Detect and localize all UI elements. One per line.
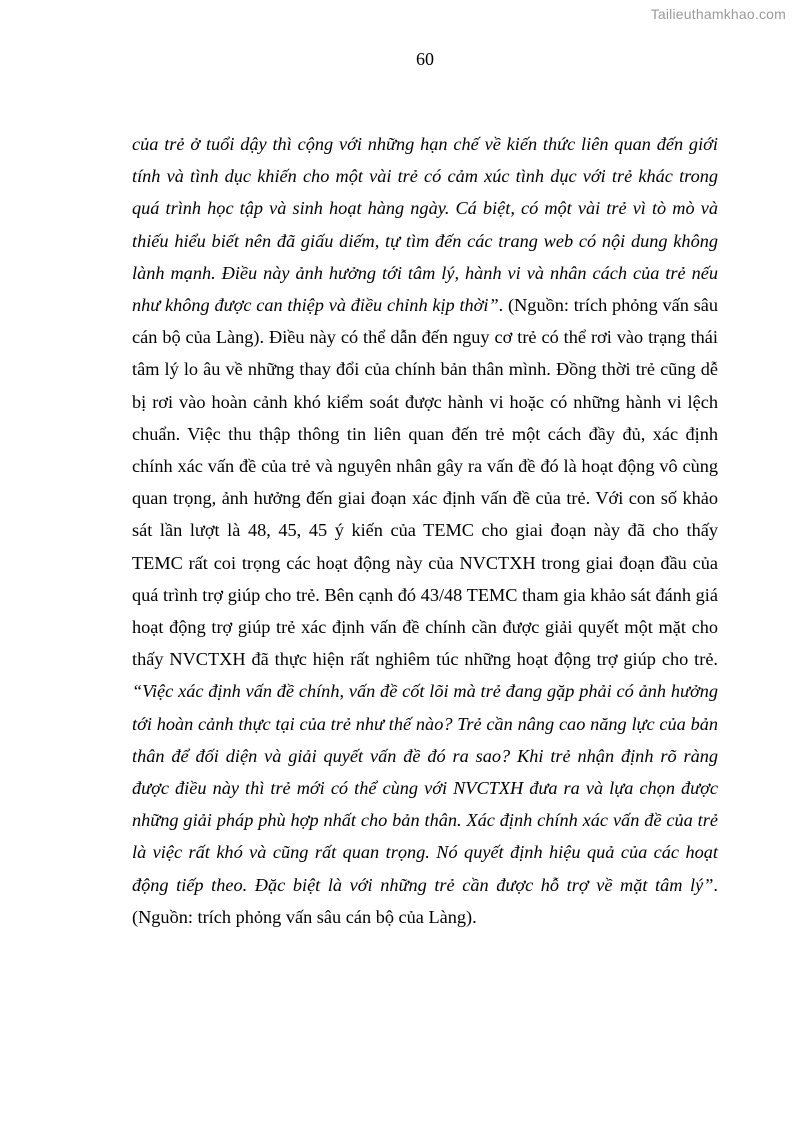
quote-text-2: “Việc xác định vấn đề chính, vấn đề cốt lõi mà trẻ đang gặp phải có ảnh hưởng tới hoàn cảnh thực tại của trẻ như thế nào? Trẻ cần nâng cao năng lực của bản thân để đối diện và giải quyết vấn đề đó ra sao? Khi trẻ nhận định rõ ràng được điều này thì trẻ mới có thể cùng với NVCTXH đưa ra và lựa chọn được những giải pháp phù hợp nhất cho bản thân. Xác định chính xác vấn đề của trẻ là việc rất khó và cũng rất quan trọng. Nó quyết định hiệu quả của các hoạt động tiếp theo. Đặc biệt là với những trẻ cần được hỗ trợ về mặt tâm lý”	[132, 681, 718, 895]
watermark: Tailieuthamkhao.com	[650, 6, 786, 22]
paragraph	[132, 128, 718, 933]
body-text	[132, 128, 718, 933]
quote-text-1: của trẻ ở tuổi dậy thì cộng với những hạn chế về kiến thức liên quan đến giới tính và tình dục khiến cho một vài trẻ có cảm xúc tình dục với trẻ khác trong quá trình học tập và sinh hoạt hàng ngày. Cá biệt, có một vài trẻ vì tò mò và thiếu hiểu biết nên đã giấu diếm, tự tìm đến các trang web có nội dung không lành mạnh. Điều này ảnh hưởng tới tâm lý, hành vi và nhân cách của trẻ nếu như không được can thiệp và điều chỉnh kịp thời”	[132, 134, 718, 316]
body-text-1: . (Nguồn: trích phỏng vấn sâu cán bộ của Làng). Điều này có thể dẫn đến nguy cơ trẻ có thể rơi vào trạng thái tâm lý lo âu về những thay đổi của chính bản thân mình. Đồng thời trẻ cũng dễ bị rơi vào hoàn cảnh khó kiểm soát được hành vi hoặc có những hành vi lệch chuẩn. Việc thu thập thông tin liên quan đến trẻ một cách đầy đủ, xác định chính xác vấn đề của trẻ và nguyên nhân gây ra vấn đề đó là hoạt động vô cùng quan trọng, ảnh hưởng đến giai đoạn xác định vấn đề của trẻ. Với con số khảo sát lần lượt là 48, 45, 45 ý kiến của TEMC cho giai đoạn này đã cho thấy TEMC rất coi trọng các hoạt động này của NVCTXH trong giai đoạn đầu của quá trình trợ giúp cho trẻ. Bên cạnh đó 43/48 TEMC tham gia khảo sát đánh giá hoạt động trợ giúp trẻ xác định vấn đề chính cần được giải quyết một mặt cho thấy NVCTXH đã thực hiện rất nghiêm túc những hoạt động trợ giúp cho trẻ.	[132, 295, 718, 670]
body-text-2: . (Nguồn: trích phỏng vấn sâu cán bộ của Làng).	[132, 874, 718, 927]
page-number: 60	[416, 49, 434, 69]
